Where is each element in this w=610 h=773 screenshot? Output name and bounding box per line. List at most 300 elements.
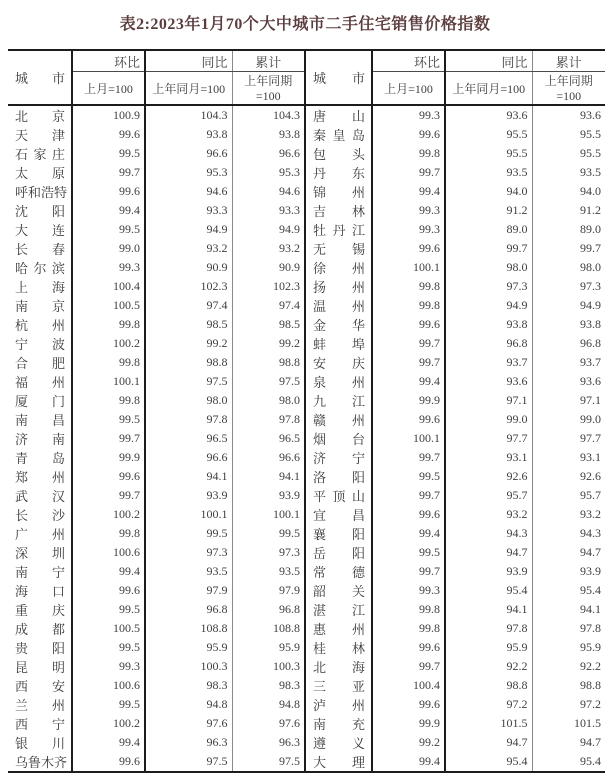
city-cell-left: 太原 [8, 163, 72, 182]
yoy-cell-left: 93.2 [145, 239, 232, 258]
city-cell-right: 遵义 [305, 733, 372, 752]
header-cum-right: 累计 [532, 50, 605, 72]
mom-cell-right: 99.6 [372, 505, 445, 524]
city-cell-left: 长沙 [8, 505, 72, 524]
cum-cell-right: 93.6 [580, 374, 601, 388]
cum-cell-left: 94.8 [279, 697, 300, 711]
city-cell-right: 蚌埠 [305, 334, 372, 353]
mom-cell-left: 99.4 [72, 733, 145, 752]
cum-cell-right: 94.1 [580, 602, 601, 616]
yoy-cell-right: 89.0 [445, 220, 532, 239]
city-cell-left: 南京 [8, 296, 72, 315]
mom-cell-left: 100.2 [72, 714, 145, 733]
city-cell-left: 大连 [8, 220, 72, 239]
city-cell-right: 湛江 [305, 600, 372, 619]
mom-cell-left: 99.5 [72, 220, 145, 239]
city-cell-left: 厦门 [8, 391, 72, 410]
header-city-right: 城市 [305, 50, 372, 105]
cum-cell-left: 99.5 [279, 526, 300, 540]
cum-cell-right: 97.8 [580, 621, 601, 635]
cum-cell-left: 98.8 [279, 355, 300, 369]
cum-cell-right: 98.0 [580, 260, 601, 274]
city-cell-right: 锦州 [305, 182, 372, 201]
cum-cell-left: 97.4 [279, 298, 300, 312]
city-cell-left: 西宁 [8, 714, 72, 733]
header-mom-sub-left: 上月=100 [72, 72, 145, 106]
cum-cell-left: 90.9 [279, 260, 300, 274]
city-cell-right: 包头 [305, 144, 372, 163]
cum-cell-right: 94.3 [580, 526, 601, 540]
yoy-cell-left: 90.9 [145, 258, 232, 277]
mom-cell-left: 99.8 [72, 353, 145, 372]
cum-cell-right: 95.7 [580, 488, 601, 502]
mom-cell-left: 100.4 [72, 277, 145, 296]
mom-cell-right: 99.8 [372, 296, 445, 315]
city-cell-left: 贵阳 [8, 638, 72, 657]
cum-cell-left: 98.0 [279, 393, 300, 407]
city-cell-left: 广州 [8, 524, 72, 543]
price-index-table [8, 49, 605, 773]
cum-cell-right: 94.9 [580, 298, 601, 312]
cum-cell-left: 95.9 [279, 640, 300, 654]
table-row [8, 467, 605, 486]
cum-cell-left: 94.1 [279, 469, 300, 483]
table-row [8, 733, 605, 752]
mom-cell-left: 99.6 [72, 752, 145, 772]
table-row [8, 505, 605, 524]
mom-cell-left: 99.4 [72, 562, 145, 581]
mom-cell-right: 99.2 [372, 733, 445, 752]
table-row [8, 410, 605, 429]
yoy-cell-right: 95.9 [445, 638, 532, 657]
yoy-cell-left: 96.3 [145, 733, 232, 752]
cum-cell-left: 102.3 [273, 279, 300, 293]
mom-cell-left: 99.8 [72, 391, 145, 410]
cum-cell-right: 97.2 [580, 697, 601, 711]
yoy-cell-left: 99.2 [145, 334, 232, 353]
cum-cell-left: 97.9 [279, 583, 300, 597]
city-cell-left: 深圳 [8, 543, 72, 562]
yoy-cell-right: 97.3 [445, 277, 532, 296]
mom-cell-right: 99.7 [372, 448, 445, 467]
city-cell-right: 秦皇岛 [305, 125, 372, 144]
mom-cell-right: 99.3 [372, 201, 445, 220]
city-cell-left: 石家庄 [8, 144, 72, 163]
yoy-cell-right: 94.9 [445, 296, 532, 315]
table-row [8, 163, 605, 182]
city-cell-left: 合肥 [8, 353, 72, 372]
yoy-cell-left: 98.0 [145, 391, 232, 410]
table-row [8, 258, 605, 277]
cum-cell-right: 99.0 [580, 412, 601, 426]
yoy-cell-right: 93.9 [445, 562, 532, 581]
header-cum-sub-right: 上年同期=100 [544, 74, 593, 103]
cum-cell-left: 99.2 [279, 336, 300, 350]
mom-cell-right: 99.6 [372, 315, 445, 334]
city-cell-left: 济南 [8, 429, 72, 448]
yoy-cell-left: 95.3 [145, 163, 232, 182]
cum-cell-right: 99.7 [580, 241, 601, 255]
cum-cell-right: 93.7 [580, 355, 601, 369]
table-row [8, 277, 605, 296]
city-cell-right: 扬州 [305, 277, 372, 296]
mom-cell-right: 99.7 [372, 334, 445, 353]
mom-cell-left: 99.5 [72, 638, 145, 657]
city-cell-left: 昆明 [8, 657, 72, 676]
cum-cell-left: 93.2 [279, 241, 300, 255]
city-cell-right: 温州 [305, 296, 372, 315]
table-row [8, 752, 605, 772]
mom-cell-left: 99.4 [72, 201, 145, 220]
yoy-cell-left: 93.8 [145, 125, 232, 144]
mom-cell-left: 99.7 [72, 486, 145, 505]
city-cell-left: 北京 [8, 105, 72, 125]
mom-cell-left: 99.6 [72, 467, 145, 486]
yoy-cell-right: 95.5 [445, 125, 532, 144]
mom-cell-left: 99.8 [72, 524, 145, 543]
yoy-cell-right: 92.6 [445, 467, 532, 486]
city-cell-right: 泉州 [305, 372, 372, 391]
table-row [8, 125, 605, 144]
yoy-cell-left: 93.3 [145, 201, 232, 220]
mom-cell-right: 99.6 [372, 125, 445, 144]
cum-cell-left: 93.8 [279, 127, 300, 141]
table-header [8, 50, 605, 105]
city-cell-right: 金华 [305, 315, 372, 334]
city-cell-right: 唐山 [305, 105, 372, 125]
yoy-cell-right: 97.1 [445, 391, 532, 410]
header-yoy-sub-right: 上年同月=100 [445, 72, 532, 106]
cum-cell-left: 96.6 [279, 146, 300, 160]
yoy-cell-left: 97.5 [145, 372, 232, 391]
cum-cell-left: 94.9 [279, 222, 300, 236]
yoy-cell-left: 98.8 [145, 353, 232, 372]
city-cell-right: 济宁 [305, 448, 372, 467]
yoy-cell-right: 94.7 [445, 543, 532, 562]
table-row [8, 448, 605, 467]
yoy-cell-right: 93.6 [445, 372, 532, 391]
header-mom-sub-right: 上月=100 [372, 72, 445, 106]
cum-cell-right: 93.1 [580, 450, 601, 464]
cum-cell-right: 97.3 [580, 279, 601, 293]
table-row [8, 581, 605, 600]
yoy-cell-right: 101.5 [445, 714, 532, 733]
yoy-cell-right: 94.7 [445, 733, 532, 752]
yoy-cell-right: 93.1 [445, 448, 532, 467]
yoy-cell-right: 97.7 [445, 429, 532, 448]
header-yoy-left: 同比 [145, 50, 232, 72]
table-row [8, 600, 605, 619]
mom-cell-right: 99.6 [372, 638, 445, 657]
city-cell-right: 丹东 [305, 163, 372, 182]
cum-cell-right: 98.8 [580, 678, 601, 692]
mom-cell-left: 100.1 [72, 372, 145, 391]
cum-cell-right: 101.5 [574, 716, 601, 730]
city-cell-left: 兰州 [8, 695, 72, 714]
yoy-cell-left: 97.4 [145, 296, 232, 315]
yoy-cell-left: 96.5 [145, 429, 232, 448]
table-row [8, 619, 605, 638]
city-cell-left: 海口 [8, 581, 72, 600]
mom-cell-left: 100.6 [72, 543, 145, 562]
city-cell-left: 乌鲁木齐 [8, 752, 72, 772]
mom-cell-right: 99.6 [372, 239, 445, 258]
cum-cell-right: 95.9 [580, 640, 601, 654]
mom-cell-right: 99.7 [372, 353, 445, 372]
cum-cell-right: 94.7 [580, 545, 601, 559]
city-cell-right: 韶关 [305, 581, 372, 600]
yoy-cell-right: 92.2 [445, 657, 532, 676]
yoy-cell-right: 93.7 [445, 353, 532, 372]
city-cell-right: 烟台 [305, 429, 372, 448]
mom-cell-left: 99.7 [72, 163, 145, 182]
table-row [8, 391, 605, 410]
table-row [8, 353, 605, 372]
mom-cell-left: 100.6 [72, 676, 145, 695]
yoy-cell-right: 95.7 [445, 486, 532, 505]
cum-cell-right: 92.6 [580, 469, 601, 483]
mom-cell-right: 99.5 [372, 543, 445, 562]
city-cell-left: 成都 [8, 619, 72, 638]
table-row [8, 695, 605, 714]
mom-cell-right: 99.7 [372, 657, 445, 676]
mom-cell-right: 99.4 [372, 372, 445, 391]
mom-cell-right: 99.7 [372, 163, 445, 182]
city-cell-left: 哈尔滨 [8, 258, 72, 277]
yoy-cell-left: 108.8 [145, 619, 232, 638]
cum-cell-right: 95.5 [580, 146, 601, 160]
city-cell-right: 赣州 [305, 410, 372, 429]
yoy-cell-right: 94.1 [445, 600, 532, 619]
cum-cell-left: 93.9 [279, 488, 300, 502]
mom-cell-right: 100.4 [372, 676, 445, 695]
cum-cell-left: 96.5 [279, 431, 300, 445]
cum-cell-left: 97.5 [279, 374, 300, 388]
yoy-cell-right: 99.7 [445, 239, 532, 258]
city-cell-left: 郑州 [8, 467, 72, 486]
mom-cell-left: 99.8 [72, 315, 145, 334]
mom-cell-right: 99.6 [372, 695, 445, 714]
city-cell-left: 重庆 [8, 600, 72, 619]
city-cell-right: 徐州 [305, 258, 372, 277]
city-cell-right: 南充 [305, 714, 372, 733]
cum-cell-right: 95.4 [580, 754, 601, 768]
mom-cell-left: 99.0 [72, 239, 145, 258]
yoy-cell-right: 98.0 [445, 258, 532, 277]
yoy-cell-left: 94.6 [145, 182, 232, 201]
yoy-cell-left: 94.1 [145, 467, 232, 486]
header-yoy-right: 同比 [445, 50, 532, 72]
yoy-cell-right: 97.2 [445, 695, 532, 714]
cum-cell-right: 95.5 [580, 127, 601, 141]
header-cum-left: 累计 [232, 50, 305, 72]
city-cell-right: 大理 [305, 752, 372, 772]
yoy-cell-left: 96.6 [145, 144, 232, 163]
header-mom-left: 环比 [72, 50, 145, 72]
city-cell-right: 襄阳 [305, 524, 372, 543]
city-cell-right: 宜昌 [305, 505, 372, 524]
city-cell-right: 三亚 [305, 676, 372, 695]
yoy-cell-right: 95.5 [445, 144, 532, 163]
table-row [8, 334, 605, 353]
table-row [8, 220, 605, 239]
mom-cell-right: 99.9 [372, 714, 445, 733]
yoy-cell-right: 95.4 [445, 581, 532, 600]
city-cell-right: 惠州 [305, 619, 372, 638]
city-cell-left: 天津 [8, 125, 72, 144]
header-cum-sub-left: 上年同期=100 [244, 74, 293, 103]
yoy-cell-right: 94.0 [445, 182, 532, 201]
cum-cell-left: 98.5 [279, 317, 300, 331]
table-row [8, 429, 605, 448]
yoy-cell-right: 97.8 [445, 619, 532, 638]
city-cell-left: 银川 [8, 733, 72, 752]
table-row [8, 372, 605, 391]
cum-cell-right: 92.2 [580, 659, 601, 673]
cum-cell-left: 100.1 [273, 507, 300, 521]
yoy-cell-right: 95.4 [445, 752, 532, 772]
yoy-cell-left: 95.9 [145, 638, 232, 657]
city-cell-right: 安庆 [305, 353, 372, 372]
mom-cell-right: 99.7 [372, 562, 445, 581]
table-body [8, 105, 605, 772]
yoy-cell-right: 91.2 [445, 201, 532, 220]
cum-cell-left: 97.5 [279, 754, 300, 768]
cum-cell-left: 97.3 [279, 545, 300, 559]
table-row [8, 239, 605, 258]
mom-cell-left: 99.5 [72, 600, 145, 619]
city-cell-left: 呼和浩特 [8, 182, 72, 201]
mom-cell-left: 100.5 [72, 619, 145, 638]
table-row [8, 676, 605, 695]
header-yoy-sub-left: 上年同月=100 [145, 72, 232, 106]
mom-cell-right: 99.8 [372, 600, 445, 619]
mom-cell-left: 100.2 [72, 334, 145, 353]
cum-cell-right: 91.2 [580, 203, 601, 217]
table-row [8, 524, 605, 543]
yoy-cell-right: 94.3 [445, 524, 532, 543]
yoy-cell-left: 97.3 [145, 543, 232, 562]
table-row [8, 315, 605, 334]
mom-cell-right: 99.8 [372, 277, 445, 296]
header-city-left: 城市 [8, 50, 72, 105]
cum-cell-left: 93.3 [279, 203, 300, 217]
city-cell-left: 杭州 [8, 315, 72, 334]
yoy-cell-left: 93.9 [145, 486, 232, 505]
city-cell-right: 桂林 [305, 638, 372, 657]
city-cell-right: 九江 [305, 391, 372, 410]
yoy-cell-right: 98.8 [445, 676, 532, 695]
mom-cell-left: 99.5 [72, 410, 145, 429]
city-cell-left: 上海 [8, 277, 72, 296]
mom-cell-left: 100.9 [72, 105, 145, 125]
cum-cell-right: 93.5 [580, 165, 601, 179]
mom-cell-left: 99.6 [72, 125, 145, 144]
city-cell-left: 西安 [8, 676, 72, 695]
yoy-cell-left: 100.3 [145, 657, 232, 676]
mom-cell-left: 99.5 [72, 695, 145, 714]
table-row [8, 562, 605, 581]
yoy-cell-left: 99.5 [145, 524, 232, 543]
mom-cell-right: 99.7 [372, 486, 445, 505]
cum-cell-right: 94.7 [580, 735, 601, 749]
city-cell-left: 沈阳 [8, 201, 72, 220]
table-row [8, 714, 605, 733]
yoy-cell-right: 93.6 [445, 105, 532, 125]
cum-cell-left: 100.3 [273, 659, 300, 673]
yoy-cell-left: 98.3 [145, 676, 232, 695]
city-cell-right: 常德 [305, 562, 372, 581]
city-cell-right: 无锡 [305, 239, 372, 258]
table-row [8, 296, 605, 315]
yoy-cell-left: 97.8 [145, 410, 232, 429]
yoy-cell-right: 99.0 [445, 410, 532, 429]
cum-cell-right: 96.8 [580, 336, 601, 350]
yoy-cell-left: 96.6 [145, 448, 232, 467]
table-row [8, 657, 605, 676]
city-cell-right: 牡丹江 [305, 220, 372, 239]
mom-cell-right: 99.4 [372, 524, 445, 543]
city-cell-left: 南宁 [8, 562, 72, 581]
mom-cell-right: 99.3 [372, 105, 445, 125]
city-cell-left: 长春 [8, 239, 72, 258]
mom-cell-right: 100.1 [372, 429, 445, 448]
mom-cell-right: 99.3 [372, 581, 445, 600]
yoy-cell-left: 97.9 [145, 581, 232, 600]
city-cell-left: 宁波 [8, 334, 72, 353]
mom-cell-right: 99.3 [372, 220, 445, 239]
mom-cell-right: 100.1 [372, 258, 445, 277]
cum-cell-right: 97.1 [580, 393, 601, 407]
mom-cell-left: 100.2 [72, 505, 145, 524]
cum-cell-left: 96.8 [279, 602, 300, 616]
cum-cell-right: 93.8 [580, 317, 601, 331]
cum-cell-left: 94.6 [279, 184, 300, 198]
cum-cell-left: 97.6 [279, 716, 300, 730]
city-cell-right: 岳阳 [305, 543, 372, 562]
mom-cell-left: 100.5 [72, 296, 145, 315]
table-row [8, 543, 605, 562]
city-cell-left: 青岛 [8, 448, 72, 467]
mom-cell-left: 99.3 [72, 258, 145, 277]
city-cell-right: 吉林 [305, 201, 372, 220]
table-row [8, 182, 605, 201]
yoy-cell-right: 96.8 [445, 334, 532, 353]
cum-cell-right: 89.0 [580, 222, 601, 236]
city-cell-right: 平顶山 [305, 486, 372, 505]
yoy-cell-left: 98.5 [145, 315, 232, 334]
table-row [8, 105, 605, 125]
city-cell-left: 福州 [8, 372, 72, 391]
header-mom-right: 环比 [372, 50, 445, 72]
mom-cell-right: 99.4 [372, 182, 445, 201]
city-cell-left: 南昌 [8, 410, 72, 429]
yoy-cell-right: 93.8 [445, 315, 532, 334]
page-title: 表2:2023年1月70个大中城市二手住宅销售价格指数 [119, 16, 491, 33]
cum-cell-right: 95.4 [580, 583, 601, 597]
yoy-cell-right: 93.2 [445, 505, 532, 524]
yoy-cell-left: 97.6 [145, 714, 232, 733]
cum-cell-right: 93.6 [580, 108, 601, 122]
yoy-cell-left: 104.3 [145, 105, 232, 125]
mom-cell-left: 99.3 [72, 657, 145, 676]
mom-cell-left: 99.7 [72, 429, 145, 448]
mom-cell-right: 99.8 [372, 619, 445, 638]
table-row [8, 144, 605, 163]
cum-cell-left: 98.3 [279, 678, 300, 692]
city-cell-right: 北海 [305, 657, 372, 676]
cum-cell-left: 96.6 [279, 450, 300, 464]
